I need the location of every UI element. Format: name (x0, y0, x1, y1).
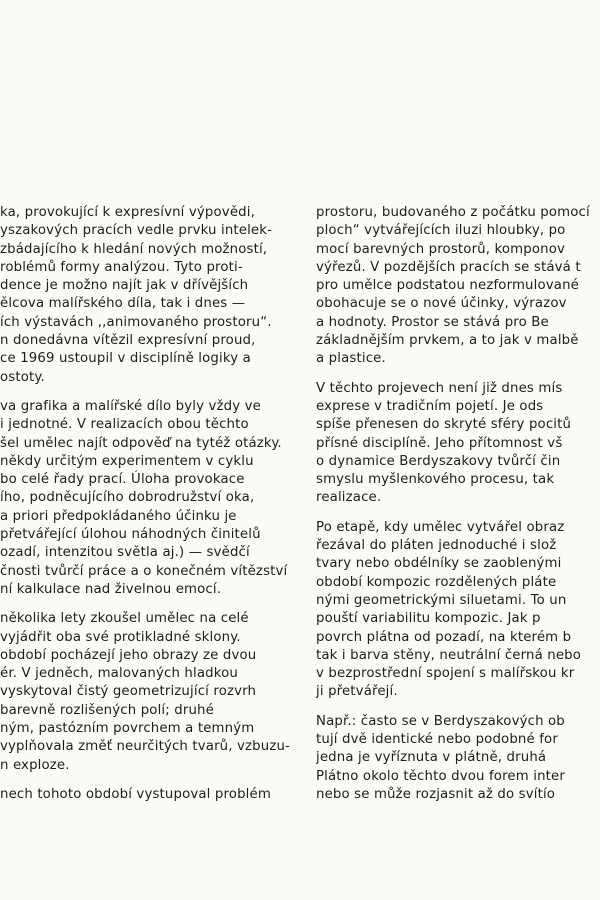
text-line: a hodnoty. Prostor se stává pro Be (316, 314, 549, 330)
text-line: spíše přenesen do skryté sféry pocitů (316, 417, 572, 433)
left-paragraph (0, 204, 305, 387)
text-line: n explozе. (0, 757, 70, 773)
text-line: tak i barva stěny, neutrální černá nebo (316, 647, 582, 663)
text-line: ji přetvářejí. (316, 684, 398, 700)
text-line: tují dvě identické nebo podobné for (316, 732, 558, 748)
right-paragraph (316, 519, 600, 702)
right-paragraph (316, 713, 600, 804)
text-line: ní kalkulace nad živelnou emocí. (0, 581, 222, 597)
text-line: období pocházejí jeho obrazy ze dvou (0, 647, 257, 663)
text-line: přísné disciplíně. Jeho přítomnost vš (316, 435, 563, 451)
text-line: realizace. (316, 490, 382, 506)
text-line: bo celé řady prací. Úloha provokace (0, 472, 245, 488)
text-line: va grafika a malířské dílo byly vždy ve (0, 398, 261, 414)
text-line: ným, pastózním povrchem a temným (0, 721, 255, 737)
text-line: nými geometrickými siluetami. To un (316, 592, 567, 608)
right-paragraph (316, 204, 600, 369)
text-line: v bezprostřední spojení s malířskou kr (316, 666, 575, 682)
text-line: dence je možno najít jak v dřívějších (0, 278, 249, 294)
text-line: V těchto projevech není již dnes mís (316, 380, 563, 396)
text-line: šel umělec najít odpověď na tytéž otázky. (0, 435, 282, 451)
text-line: roblémů formy analýzou. Tyto proti- (0, 259, 243, 275)
text-line: povrch plátna od pozadí, na kterém b (316, 629, 572, 645)
text-line: pro umělce podstatou nezformulované (316, 278, 579, 294)
right-text-column (316, 204, 600, 815)
text-line: obohacuje se o nové účinky, výrazov (316, 296, 567, 312)
text-line: o dynamice Berdyszakovy tvůrčí čin (316, 453, 561, 469)
text-line: barevně rozlišených polí; druhé (0, 702, 214, 718)
text-line: ích výstavách ,,animovaného prostoru“. (0, 314, 272, 330)
text-line: smyslu myšlenkového procesu, tak (316, 472, 555, 488)
text-line: ce 1969 ustoupil v disciplíně logiky a (0, 351, 251, 367)
text-line: exprese v tradičním pojetí. Je ods (316, 398, 544, 414)
text-line: výřezů. V pozdějších pracích se stává t (316, 259, 581, 275)
left-paragraph (0, 786, 305, 804)
text-line: zbádajícího k hledání nových možností, (0, 241, 268, 257)
text-line: a priori předpokládaného účinku je (0, 508, 237, 524)
left-paragraph (0, 610, 305, 775)
text-line: někdy určitým experimentem v cyklu (0, 453, 254, 469)
text-line: základnějším prvkem, a to jak v malbě (316, 333, 579, 349)
text-line: tvary nebo obdélníky se zaoblenými (316, 556, 562, 572)
text-line: Např.: často se v Berdyszakových ob (316, 713, 565, 729)
left-paragraph (0, 398, 305, 599)
text-line: nech tohoto období vystupoval problém (0, 786, 271, 802)
text-line: a plastice. (316, 351, 386, 367)
text-line: pouští variabilitu kompozic. Jak p (316, 611, 541, 627)
text-line: řezával do pláten jednoduché i slož (316, 538, 557, 554)
text-line: Plátno okolo těchto dvou forem inter (316, 768, 565, 784)
text-line: ér. V jedněch, malovaných hladkou (0, 666, 238, 682)
text-line: ího, podněcujícího dobrodružství oka, (0, 490, 255, 506)
text-line: jedna je vyříznuta v plátně, druhá (316, 750, 547, 766)
text-line: ostoty. (0, 369, 45, 385)
text-line: ozadí, intenzitou světla aj.) — svědčí (0, 545, 250, 561)
text-line: i jednotné. V realizacích obou těchto (0, 417, 249, 433)
text-line: několika lety zkoušel umělec na celé (0, 611, 249, 627)
text-line: nebo se může rozjasnit až do svítío (316, 786, 556, 802)
text-line: přetvářející úlohou náhodných činitelů (0, 527, 261, 543)
text-line: vyskytoval čistý geometrizující rozvrh (0, 684, 257, 700)
text-line: prostoru, budovaného z počátku pomocí (316, 205, 590, 220)
text-line: Po etapě, kdy umělec vytvářel obraz (316, 519, 565, 535)
text-line: ka, provokující k expresívní výpovědi, (0, 205, 255, 220)
left-text-column (0, 204, 305, 815)
text-line: období kompozic rozdělených pláte (316, 574, 557, 590)
text-line: n donedávna vítězil expresívní proud, (0, 333, 256, 349)
text-line: ělcova malířského díla, tak i dnes — (0, 296, 246, 312)
right-paragraph (316, 380, 600, 508)
text-line: čnosti tvůrčí práce a o konečném vítězství (0, 563, 288, 579)
text-line: vyjádřit oba své protikladné sklony. (0, 629, 241, 645)
text-line: mocí barevných prostorů, komponov (316, 241, 566, 257)
text-line: yszakových pracích vedle prvku intelek- (0, 223, 273, 239)
text-line: vyplňovala změť neurčitých tvarů, vzbuzu- (0, 739, 290, 755)
text-line: ploch“ vytvářejících iluzi hloubky, po (316, 223, 566, 239)
